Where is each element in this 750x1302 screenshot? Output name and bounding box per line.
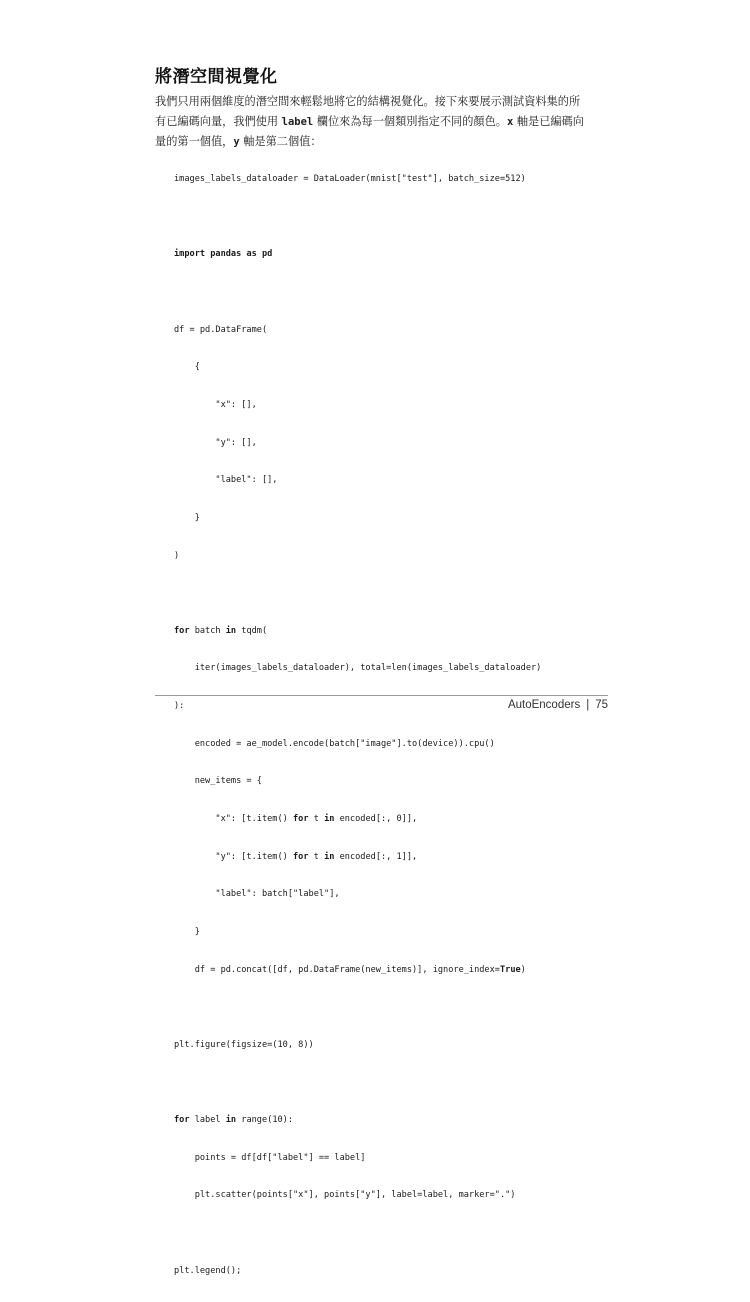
code-line [174,1001,541,1014]
paragraph-line [155,92,610,112]
code-keyword: in [324,851,335,862]
inline-code: y [233,136,240,148]
code-text: pandas [205,249,247,260]
paragraph-text: 我們只用兩個維度的潛空間來輕鬆地將它的結構視覺化。接下來要展示測試資料集的所 [155,95,581,108]
code-text: label [189,1115,226,1126]
code-line: images_labels_dataloader = DataLoader(mnist["test"], batch_size=512) [174,174,526,185]
section-heading: 將潛空間視覺化 [155,67,278,87]
paragraph-text: 軸是第二個值： [239,135,322,148]
code-line: "x": [], [174,399,257,410]
code-line: iter(images_labels_dataloader), total=len(images_labels_dataloader) [174,663,542,674]
code-keyword: True [499,964,521,975]
code-keyword: import [174,249,206,260]
code-line: { [174,362,200,373]
code-line [174,248,541,261]
code-line [174,286,541,299]
code-line [174,964,541,977]
code-text: t [308,813,325,824]
code-text: encoded[:, 1]], [334,851,418,862]
code-line [174,851,541,864]
code-text: range(10): [236,1115,294,1126]
code-line: } [174,512,200,523]
code-line: ): [174,701,185,712]
code-text: df = pd.concat([df, pd.DataFrame(new_items)], ignore_index= [174,964,500,975]
inline-code: x [506,116,514,128]
code-keyword: in [225,625,237,636]
paragraph-text: 欄位來為每一個類別指定不同的顏色。 [313,115,507,128]
code-keyword: as [246,249,257,260]
code-keyword: for [293,851,309,862]
code-text: "x": [t.item() [174,813,293,824]
code-text: "y": [t.item() [174,851,293,862]
code-text: t [308,851,325,862]
code-line [174,587,541,600]
code-text: tqdm( [236,625,268,636]
chapter-title: AutoEncoders [507,699,581,711]
page-number: 75 [595,699,608,711]
code-line: plt.legend(); [174,1265,242,1276]
paragraph-text: 量的第一個值， [155,135,234,148]
code-keyword: for [174,625,190,636]
code-line: points = df[df["label"] == label] [174,1152,366,1163]
code-line [174,813,541,826]
paragraph-line [155,112,610,132]
code-line: "y": [], [174,437,257,448]
code-keyword: in [225,1115,237,1126]
code-line: df = pd.DataFrame( [174,324,268,335]
code-line [174,1114,541,1127]
code-line: ) [174,550,180,561]
inline-code: label [281,116,314,128]
code-line: "label": batch["label"], [174,889,340,900]
code-line [174,625,541,638]
code-line [174,1076,541,1089]
code-keyword: for [174,1115,190,1126]
code-line [174,1227,541,1240]
code-line [174,211,541,224]
code-text: batch [189,625,226,636]
code-line: "label": [], [174,475,278,486]
code-line: plt.figure(figsize=(10, 8)) [174,1039,314,1050]
paragraph-text: 有已編碼向量，我們使用 [155,115,282,128]
code-line: plt.scatter(points["x"], points["y"], label=label, marker=".") [174,1190,516,1201]
code-line: } [174,926,200,937]
code-text: pd [256,249,273,260]
paragraph-text: 軸是已編碼向 [513,115,584,128]
page-footer [508,699,608,711]
code-line: encoded = ae_model.encode(batch["image"].to(device)).cpu() [174,738,495,749]
code-keyword: in [324,813,335,824]
footer-separator: | [586,699,590,711]
code-text: encoded[:, 0]], [334,813,418,824]
code-line: new_items = { [174,776,262,787]
code-block [174,148,541,1302]
footer-divider [155,695,608,696]
code-text: ) [520,964,526,975]
code-keyword: for [293,813,309,824]
body-paragraph [155,92,610,152]
